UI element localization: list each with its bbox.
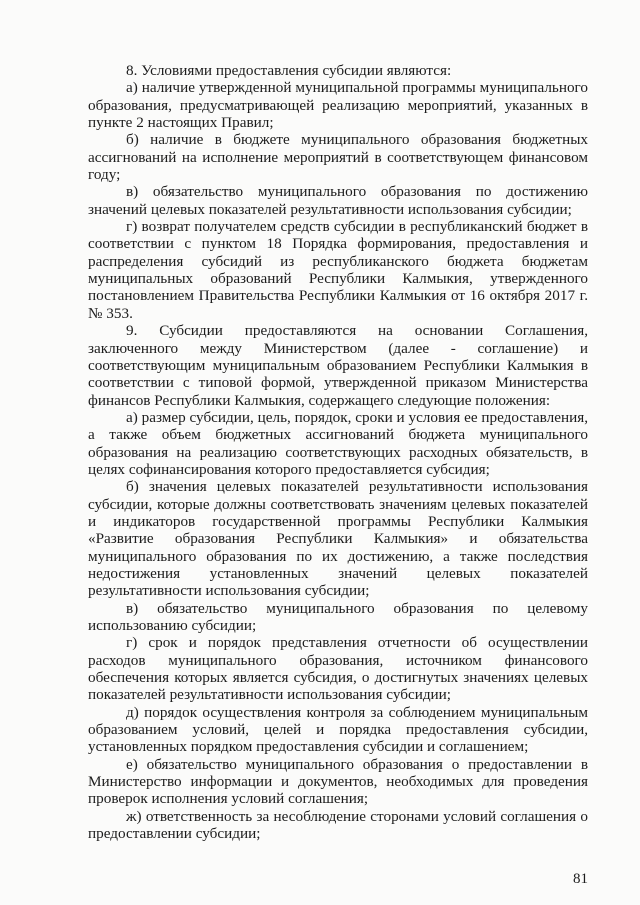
document-body: [88, 62, 588, 842]
paragraph-9zh: ж) ответственность за несоблюдение сторонами условий соглашения о предоставлении субсидии;: [88, 807, 588, 843]
paragraph-8b: б) наличие в бюджете муниципального образования бюджетных ассигнований на исполнение мероприятий в соответствующем финансовом году;: [88, 131, 588, 184]
paragraph-8g: г) возврат получателем средств субсидии в республиканский бюджет в соответствии с пунктом 18 Порядка формирования, предоставления и распределения субсидий из республиканского бюджета бюджетам муниципальных образований Республики Калмыкия, утвержденного постановлением Правительства Республики Калмыкия от 16 октября 2017 г. № 353.: [88, 218, 588, 322]
paragraph-8a: а) наличие утвержденной муниципальной программы муниципального образования, предусматривающей реализацию мероприятий, указанных в пункте 2 настоящих Правил;: [88, 79, 588, 132]
paragraph-9b: б) значения целевых показателей результативности использования субсидии, которые должны соответствовать значениям целевых показателей и индикаторов государственной программы Республики Калмыкия «Развитие образования Республики Калмыкия» и обязательства муниципального образования по их достижению, а также последствия недостижения установленных значений целевых показателей результативности использования субсидии;: [88, 478, 588, 600]
paragraph-8v: в) обязательство муниципального образования по достижению значений целевых показателей результативности использования субсидии;: [88, 183, 588, 218]
paragraph-9g: г) срок и порядок представления отчетности об осуществлении расходов муниципального образования, источником финансового обеспечения которых является субсидия, о достигнутых значениях целевых показателей результативности использования субсидии;: [88, 634, 588, 704]
paragraph-9d: д) порядок осуществления контроля за соблюдением муниципальным образованием условий, целей и порядка предоставления субсидии, установленных порядком предоставления субсидии и соглашением;: [88, 703, 588, 756]
paragraph-8: 8. Условиями предоставления субсидии являются:: [126, 62, 452, 79]
paragraph-9a: а) размер субсидии, цель, порядок, сроки и условия ее предоставления, а также объем бюджетных ассигнований бюджета муниципального образования на реализацию соответствующих расходных обязательств, в целях софинансирования которого предоставляется субсидия;: [88, 408, 588, 478]
paragraph-9: 9. Субсидии предоставляются на основании Соглашения, заключенного между Министерством (далее - соглашение) и соответствующим муниципальным образованием Республики Калмыкия в соответствии с типовой формой, утвержденной приказом Министерства финансов Республики Калмыкия, содержащего следующие положения:: [88, 322, 588, 409]
paragraph-9v: в) обязательство муниципального образования по целевому использованию субсидии;: [88, 599, 588, 634]
paragraph-9e: е) обязательство муниципального образования о предоставлении в Министерство информации и документов, необходимых для проведения проверок исполнения условий соглашения;: [88, 755, 588, 808]
page-number: 81: [573, 871, 588, 887]
